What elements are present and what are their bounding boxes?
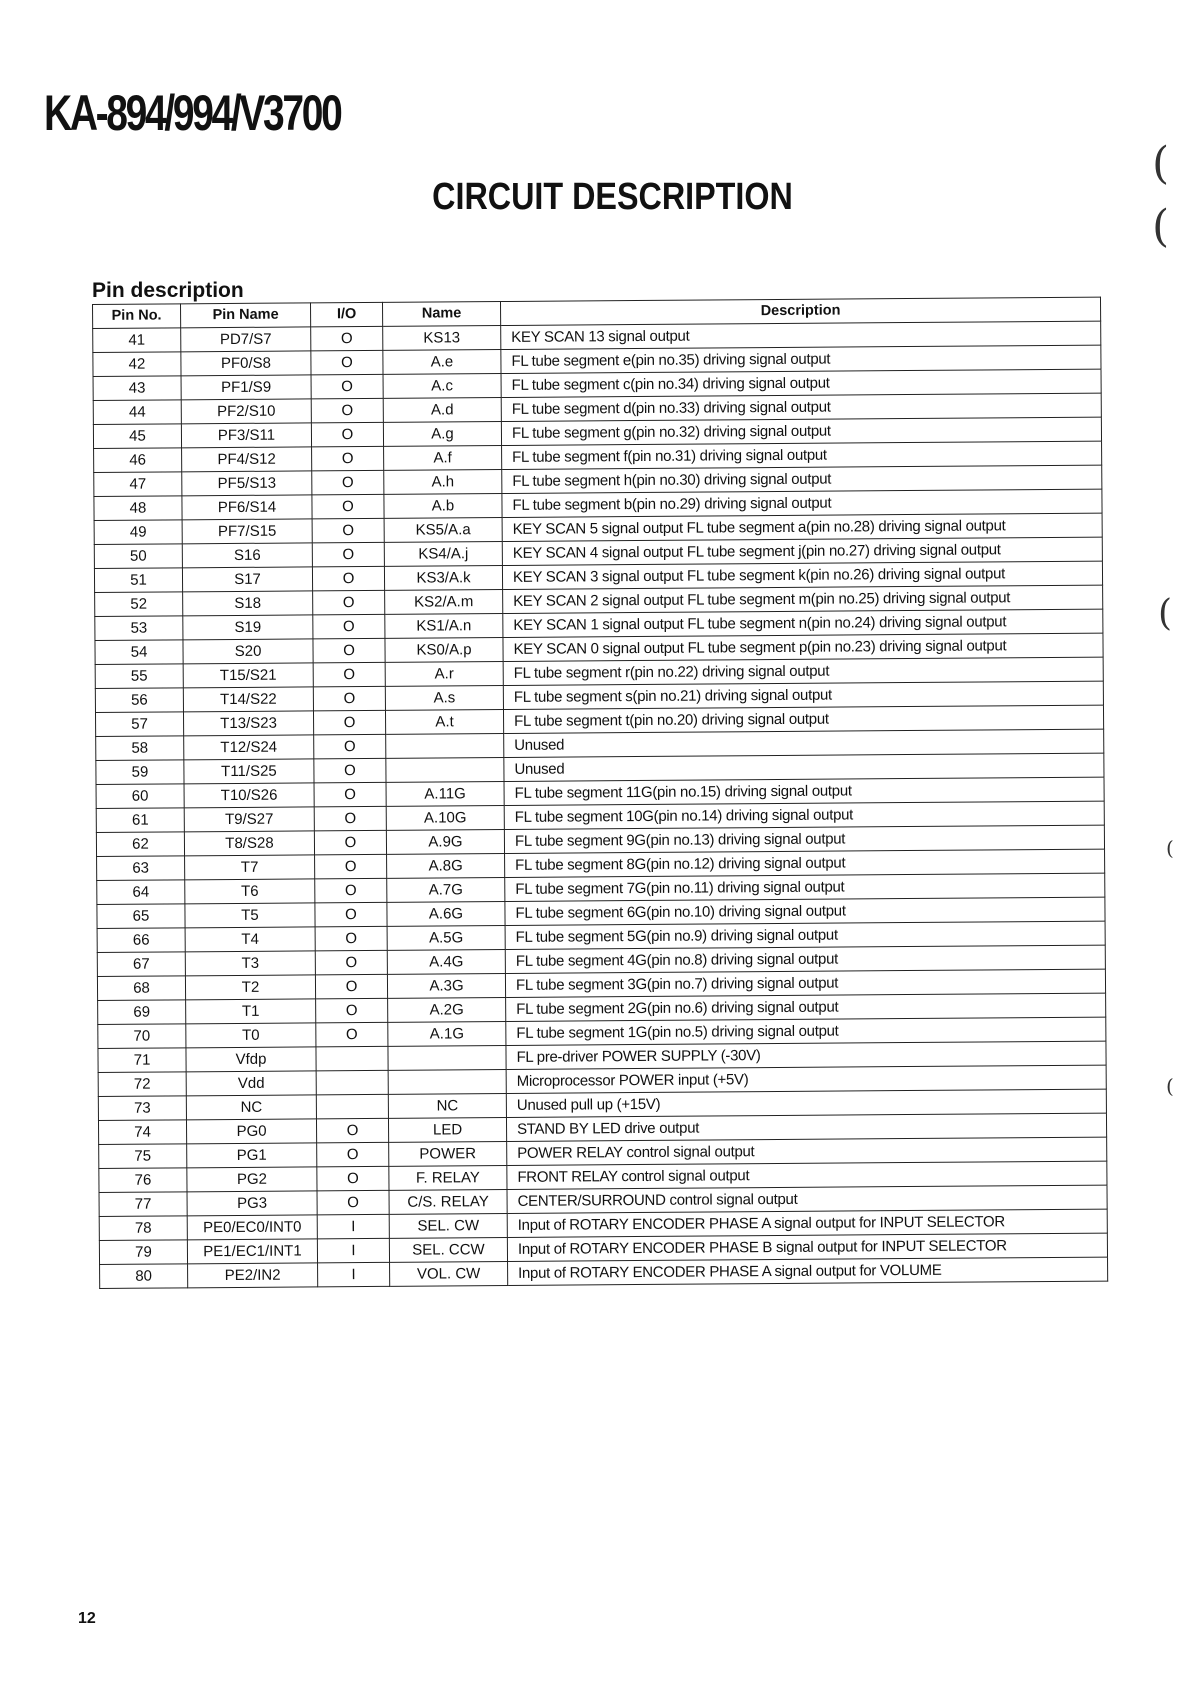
- cell-io: I: [317, 1214, 389, 1239]
- cell-name: A.c: [383, 374, 501, 399]
- cell-description: FL tube segment b(pin no.29) driving signal output: [502, 489, 1102, 517]
- cell-io: O: [314, 734, 386, 759]
- cell-pin-name: S19: [183, 615, 313, 640]
- cell-description: FL tube segment d(pin no.33) driving signal output: [501, 393, 1101, 421]
- cell-io: I: [317, 1238, 389, 1263]
- cell-name: KS1/A.n: [385, 613, 503, 638]
- cell-name: KS4/A.j: [384, 541, 502, 566]
- cell-name: A.2G: [388, 997, 506, 1022]
- cell-io: [316, 1094, 388, 1119]
- cell-description: KEY SCAN 13 signal output: [501, 321, 1101, 349]
- cell-description: FL tube segment s(pin no.21) driving signal output: [503, 681, 1103, 709]
- cell-pin-no: 75: [99, 1144, 187, 1169]
- cell-pin-no: 67: [97, 952, 185, 977]
- cell-pin-no: 61: [96, 808, 184, 833]
- cell-pin-no: 64: [97, 880, 185, 905]
- pin-description-table: [92, 297, 1108, 1289]
- cell-pin-no: 62: [96, 832, 184, 857]
- cell-pin-no: 48: [94, 496, 182, 521]
- cell-io: O: [317, 1190, 389, 1215]
- cell-pin-no: 69: [98, 1000, 186, 1025]
- cell-description: KEY SCAN 4 signal output FL tube segment j(pin no.27) driving signal output: [502, 537, 1102, 565]
- binder-mark: (: [1158, 593, 1173, 634]
- cell-io: O: [312, 518, 384, 543]
- cell-name: KS5/A.a: [384, 517, 502, 542]
- cell-description: FL tube segment e(pin no.35) driving signal output: [501, 345, 1101, 373]
- cell-pin-no: 73: [98, 1096, 186, 1121]
- cell-description: Microprocessor POWER input (+5V): [506, 1065, 1106, 1093]
- cell-pin-name: T10/S26: [184, 783, 314, 808]
- cell-pin-name: T15/S21: [183, 663, 313, 688]
- cell-description: FL tube segment c(pin no.34) driving signal output: [501, 369, 1101, 397]
- cell-pin-name: T2: [185, 975, 315, 1000]
- cell-io: O: [315, 974, 387, 999]
- cell-description: FL tube segment 8G(pin no.12) driving signal output: [505, 849, 1105, 877]
- cell-name: SEL. CCW: [389, 1237, 507, 1262]
- cell-name: KS0/A.p: [385, 637, 503, 662]
- header-description: Description: [500, 297, 1100, 325]
- cell-io: O: [312, 446, 384, 471]
- cell-name: A.8G: [387, 853, 505, 878]
- cell-io: O: [315, 902, 387, 927]
- cell-pin-no: 49: [94, 520, 182, 545]
- cell-description: Input of ROTARY ENCODER PHASE B signal output for INPUT SELECTOR: [507, 1233, 1107, 1261]
- binder-mark: (: [1166, 1074, 1174, 1098]
- cell-pin-no: 45: [93, 424, 181, 449]
- cell-name: C/S. RELAY: [389, 1189, 507, 1214]
- cell-pin-name: T6: [185, 879, 315, 904]
- cell-io: [316, 1070, 388, 1095]
- cell-description: Input of ROTARY ENCODER PHASE A signal output for INPUT SELECTOR: [507, 1209, 1107, 1237]
- cell-io: O: [313, 662, 385, 687]
- cell-name: A.d: [383, 398, 501, 423]
- cell-pin-no: 60: [96, 784, 184, 809]
- cell-pin-no: 42: [93, 352, 181, 377]
- cell-name: A.6G: [387, 901, 505, 926]
- cell-description: FL tube segment 9G(pin no.13) driving signal output: [504, 825, 1104, 853]
- cell-name: KS3/A.k: [384, 565, 502, 590]
- cell-description: FL tube segment 7G(pin no.11) driving signal output: [505, 873, 1105, 901]
- cell-name: A.r: [385, 661, 503, 686]
- cell-name: POWER: [389, 1141, 507, 1166]
- cell-name: A.5G: [387, 925, 505, 950]
- cell-pin-name: T14/S22: [183, 687, 313, 712]
- cell-pin-name: T11/S25: [184, 759, 314, 784]
- header-name: Name: [382, 302, 500, 327]
- cell-io: O: [314, 830, 386, 855]
- cell-pin-name: PF6/S14: [182, 495, 312, 520]
- cell-pin-name: T12/S24: [184, 735, 314, 760]
- binder-mark: (: [1166, 836, 1174, 860]
- cell-pin-no: 53: [95, 616, 183, 641]
- header-pin-name: Pin Name: [181, 303, 311, 328]
- cell-io: O: [314, 782, 386, 807]
- cell-pin-no: 80: [100, 1264, 188, 1289]
- cell-description: Unused: [504, 753, 1104, 781]
- cell-io: O: [313, 614, 385, 639]
- cell-description: KEY SCAN 0 signal output FL tube segment p(pin no.23) driving signal output: [503, 633, 1103, 661]
- cell-description: Input of ROTARY ENCODER PHASE A signal output for VOLUME: [508, 1257, 1108, 1285]
- cell-io: O: [316, 998, 388, 1023]
- cell-io: O: [315, 926, 387, 951]
- cell-io: O: [312, 542, 384, 567]
- cell-pin-name: PF2/S10: [181, 399, 311, 424]
- cell-name: [386, 757, 504, 782]
- cell-name: A.3G: [387, 973, 505, 998]
- cell-io: O: [316, 1022, 388, 1047]
- cell-description: FL tube segment 5G(pin no.9) driving signal output: [505, 921, 1105, 949]
- cell-description: FL tube segment 1G(pin no.5) driving signal output: [506, 1017, 1106, 1045]
- cell-pin-name: PF1/S9: [181, 375, 311, 400]
- cell-io: O: [311, 326, 383, 351]
- cell-pin-no: 57: [95, 712, 183, 737]
- cell-name: [388, 1069, 506, 1094]
- cell-name: [388, 1045, 506, 1070]
- cell-pin-no: 54: [95, 640, 183, 665]
- cell-pin-name: T3: [185, 951, 315, 976]
- cell-pin-name: PG2: [187, 1167, 317, 1192]
- cell-io: O: [316, 1118, 388, 1143]
- page-title: CIRCUIT DESCRIPTION: [432, 176, 793, 218]
- cell-name: KS2/A.m: [385, 589, 503, 614]
- cell-io: O: [315, 854, 387, 879]
- cell-description: FL tube segment f(pin no.31) driving signal output: [502, 441, 1102, 469]
- cell-pin-no: 78: [99, 1216, 187, 1241]
- cell-name: A.e: [383, 350, 501, 375]
- cell-pin-name: PF5/S13: [182, 471, 312, 496]
- cell-pin-name: PE1/EC1/INT1: [187, 1239, 317, 1264]
- cell-io: O: [317, 1166, 389, 1191]
- cell-name: A.s: [385, 685, 503, 710]
- cell-pin-name: Vfdp: [186, 1047, 316, 1072]
- cell-pin-no: 76: [99, 1168, 187, 1193]
- cell-name: LED: [388, 1117, 506, 1142]
- pin-description-table-wrapper: [92, 297, 1107, 1289]
- cell-pin-name: PF7/S15: [182, 519, 312, 544]
- cell-name: A.t: [385, 709, 503, 734]
- cell-pin-no: 63: [97, 856, 185, 881]
- cell-description: KEY SCAN 2 signal output FL tube segment m(pin no.25) driving signal output: [503, 585, 1103, 613]
- cell-pin-name: PF0/S8: [181, 351, 311, 376]
- cell-description: Unused pull up (+15V): [506, 1089, 1106, 1117]
- page-number: 12: [78, 1610, 96, 1627]
- cell-io: O: [313, 590, 385, 615]
- cell-pin-no: 72: [98, 1072, 186, 1097]
- section-heading: Pin description: [92, 279, 244, 302]
- cell-description: KEY SCAN 5 signal output FL tube segment a(pin no.28) driving signal output: [502, 513, 1102, 541]
- cell-name: A.h: [384, 470, 502, 495]
- cell-io: O: [312, 566, 384, 591]
- cell-io: O: [313, 686, 385, 711]
- cell-description: FL tube segment 11G(pin no.15) driving signal output: [504, 777, 1104, 805]
- cell-io: O: [314, 758, 386, 783]
- cell-pin-name: PF3/S11: [181, 423, 311, 448]
- cell-pin-no: 50: [94, 544, 182, 569]
- cell-io: O: [311, 422, 383, 447]
- cell-description: FL tube segment 2G(pin no.6) driving signal output: [506, 993, 1106, 1021]
- cell-description: FL tube segment r(pin no.22) driving signal output: [503, 657, 1103, 685]
- cell-pin-name: T7: [185, 855, 315, 880]
- cell-pin-no: 46: [94, 448, 182, 473]
- cell-pin-no: 70: [98, 1024, 186, 1049]
- cell-name: NC: [388, 1093, 506, 1118]
- cell-pin-name: T9/S27: [184, 807, 314, 832]
- table-body: [93, 321, 1108, 1288]
- model-number: KA-894/994/V3700: [44, 85, 341, 141]
- cell-io: O: [311, 398, 383, 423]
- cell-pin-name: S17: [182, 567, 312, 592]
- cell-pin-no: 51: [94, 568, 182, 593]
- cell-description: CENTER/SURROUND control signal output: [507, 1185, 1107, 1213]
- cell-io: O: [315, 878, 387, 903]
- cell-pin-no: 56: [95, 688, 183, 713]
- cell-pin-name: T8/S28: [184, 831, 314, 856]
- cell-name: [386, 733, 504, 758]
- cell-pin-no: 55: [95, 664, 183, 689]
- cell-io: O: [315, 950, 387, 975]
- cell-io: I: [318, 1262, 390, 1287]
- cell-pin-no: 66: [97, 928, 185, 953]
- cell-description: FL tube segment 4G(pin no.8) driving signal output: [505, 945, 1105, 973]
- cell-pin-name: T1: [186, 999, 316, 1024]
- cell-description: Unused: [504, 729, 1104, 757]
- cell-pin-no: 58: [96, 736, 184, 761]
- cell-io: O: [317, 1142, 389, 1167]
- cell-name: F. RELAY: [389, 1165, 507, 1190]
- cell-pin-no: 47: [94, 472, 182, 497]
- cell-pin-no: 79: [99, 1240, 187, 1265]
- cell-pin-name: T4: [185, 927, 315, 952]
- cell-description: FRONT RELAY control signal output: [507, 1161, 1107, 1189]
- cell-pin-no: 65: [97, 904, 185, 929]
- cell-pin-name: PE2/IN2: [188, 1263, 318, 1288]
- cell-pin-name: S20: [183, 639, 313, 664]
- cell-pin-name: PE0/EC0/INT0: [187, 1215, 317, 1240]
- cell-description: KEY SCAN 3 signal output FL tube segment k(pin no.26) driving signal output: [502, 561, 1102, 589]
- cell-name: A.1G: [388, 1021, 506, 1046]
- cell-name: A.f: [384, 446, 502, 471]
- cell-io: O: [311, 350, 383, 375]
- cell-description: FL tube segment 6G(pin no.10) driving signal output: [505, 897, 1105, 925]
- cell-description: KEY SCAN 1 signal output FL tube segment n(pin no.24) driving signal output: [503, 609, 1103, 637]
- cell-pin-name: T13/S23: [183, 711, 313, 736]
- cell-name: A.b: [384, 494, 502, 519]
- cell-description: FL tube segment g(pin no.32) driving signal output: [501, 417, 1101, 445]
- cell-pin-no: 52: [95, 592, 183, 617]
- cell-pin-name: Vdd: [186, 1071, 316, 1096]
- cell-pin-name: S16: [182, 543, 312, 568]
- cell-description: FL tube segment t(pin no.20) driving signal output: [503, 705, 1103, 733]
- cell-name: VOL. CW: [390, 1261, 508, 1286]
- cell-pin-no: 71: [98, 1048, 186, 1073]
- cell-pin-no: 43: [93, 376, 181, 401]
- cell-name: SEL. CW: [389, 1213, 507, 1238]
- cell-io: O: [312, 494, 384, 519]
- cell-description: FL tube segment 10G(pin no.14) driving signal output: [504, 801, 1104, 829]
- cell-pin-no: 44: [93, 400, 181, 425]
- cell-pin-name: PG0: [186, 1119, 316, 1144]
- cell-pin-name: NC: [186, 1095, 316, 1120]
- cell-description: FL tube segment 3G(pin no.7) driving signal output: [505, 969, 1105, 997]
- cell-description: STAND BY LED drive output: [506, 1113, 1106, 1141]
- cell-pin-no: 77: [99, 1192, 187, 1217]
- cell-io: O: [311, 374, 383, 399]
- cell-name: A.11G: [386, 781, 504, 806]
- cell-io: O: [314, 806, 386, 831]
- cell-pin-name: S18: [183, 591, 313, 616]
- header-io: I/O: [310, 302, 382, 327]
- cell-pin-name: T0: [186, 1023, 316, 1048]
- cell-pin-name: T5: [185, 903, 315, 928]
- cell-pin-name: PF4/S12: [182, 447, 312, 472]
- cell-name: KS13: [383, 326, 501, 351]
- cell-pin-no: 59: [96, 760, 184, 785]
- cell-io: O: [312, 470, 384, 495]
- binder-mark: (: [1152, 138, 1170, 189]
- cell-pin-no: 41: [93, 328, 181, 353]
- cell-name: A.7G: [387, 877, 505, 902]
- cell-name: A.10G: [386, 805, 504, 830]
- cell-name: A.9G: [386, 829, 504, 854]
- cell-io: O: [313, 710, 385, 735]
- cell-description: POWER RELAY control signal output: [507, 1137, 1107, 1165]
- binder-mark: (: [1152, 201, 1170, 252]
- header-pin-no: Pin No.: [93, 304, 181, 329]
- cell-description: FL tube segment h(pin no.30) driving signal output: [502, 465, 1102, 493]
- cell-pin-no: 74: [98, 1120, 186, 1145]
- cell-description: FL pre-driver POWER SUPPLY (-30V): [506, 1041, 1106, 1069]
- cell-io: [316, 1046, 388, 1071]
- cell-io: O: [313, 638, 385, 663]
- cell-pin-no: 68: [97, 976, 185, 1001]
- cell-pin-name: PG1: [187, 1143, 317, 1168]
- cell-name: A.4G: [387, 949, 505, 974]
- cell-name: A.g: [383, 422, 501, 447]
- cell-pin-name: PG3: [187, 1191, 317, 1216]
- cell-pin-name: PD7/S7: [181, 327, 311, 352]
